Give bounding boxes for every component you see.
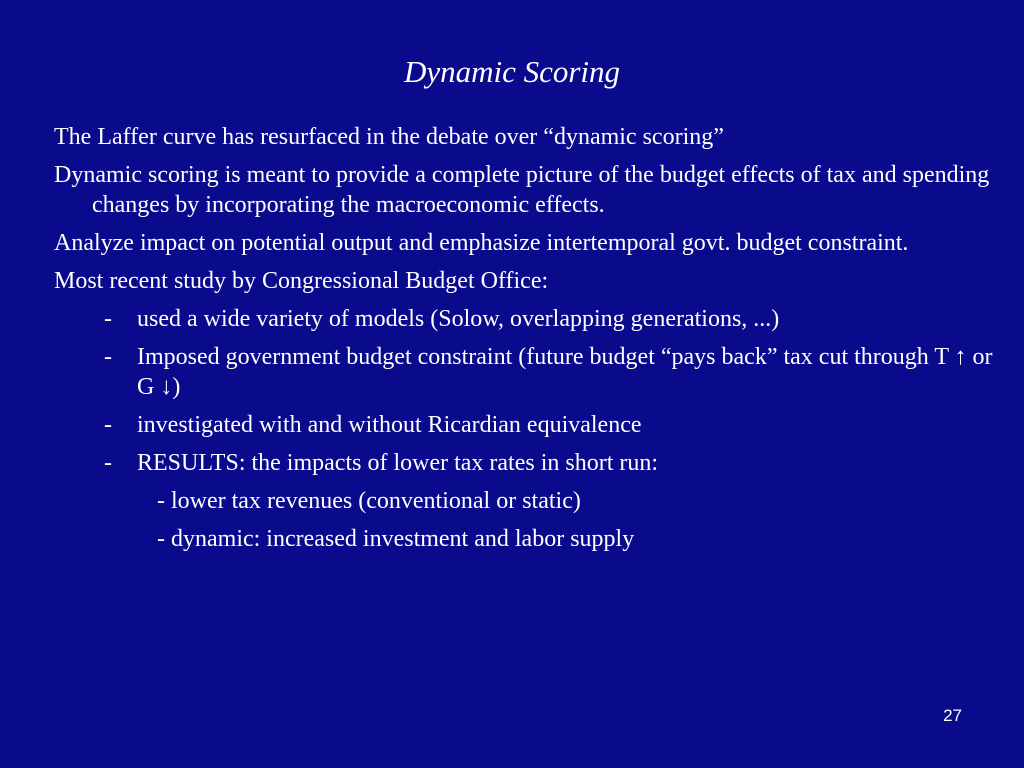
sub-bullet-lower-revenues: - lower tax revenues (conventional or static): [157, 488, 581, 514]
slide-title: Dynamic Scoring: [403, 54, 621, 89]
sub-bullet-dynamic: - dynamic: increased investment and labor supply: [157, 526, 635, 552]
bullet-text: investigated with and without Ricardian equivalence: [137, 412, 642, 438]
bullet-budget-constraint: [54, 342, 1004, 402]
slide-body: [54, 122, 1004, 562]
bullet-marker: -: [104, 306, 112, 332]
paragraph-dynamic-scoring: Dynamic scoring is meant to provide a complete picture of the budget effects of tax and spending changes by incorporating the macroeconomic effects.: [54, 162, 990, 218]
paragraph-analyze-impact: Analyze impact on potential output and emphasize intertemporal govt. budget constraint.: [54, 230, 909, 256]
bullet-text: RESULTS: the impacts of lower tax rates in short run:: [137, 450, 659, 476]
bullet-models: [54, 304, 1004, 334]
paragraph-laffer: The Laffer curve has resurfaced in the debate over “dynamic scoring”: [54, 124, 724, 150]
bullet-marker: -: [104, 344, 112, 370]
bullet-marker: -: [104, 412, 112, 438]
bullet-text: used a wide variety of models (Solow, overlapping generations, ...): [137, 306, 780, 332]
page-number: 27: [943, 706, 962, 725]
paragraph-cbo-study: Most recent study by Congressional Budget Office:: [54, 268, 549, 294]
bullet-ricardian: [54, 410, 1004, 440]
bullet-marker: -: [104, 450, 112, 476]
bullet-text: Imposed government budget constraint (future budget “pays back” tax cut through T ↑ or G ↓): [137, 344, 993, 400]
bullet-results: [54, 448, 1004, 478]
